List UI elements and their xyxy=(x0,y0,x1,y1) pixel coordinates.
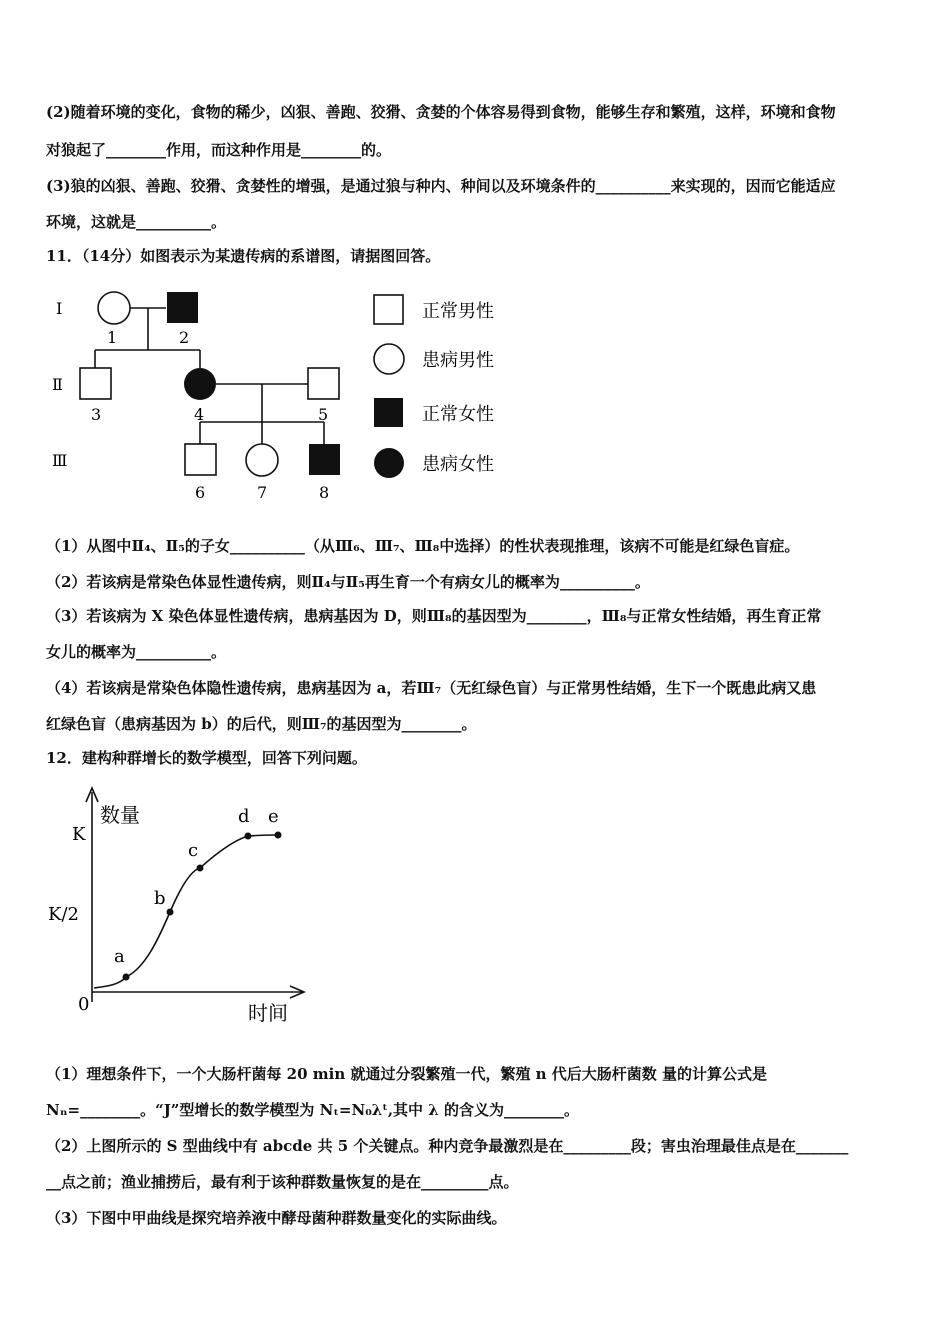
id-label-1: 1 xyxy=(107,328,118,347)
id-label-3: 3 xyxy=(91,405,102,424)
individual-8 xyxy=(309,444,340,475)
q12-title: 12．建构种群增长的数学模型，回答下列问题。 xyxy=(46,749,367,767)
q10-part3-line2: 环境，这就是__________。 xyxy=(46,213,227,231)
legend-affected-male: 患病男性 xyxy=(422,350,494,371)
q12-sub2-line1: （2）上图所示的 S 型曲线中有 abcde 共 5 个关键点。种内竞争最激烈是在_________段；害虫治理最佳点是在_______ xyxy=(46,1137,849,1155)
pedigree-chart xyxy=(40,280,520,505)
legend-normal-female-symbol xyxy=(374,398,403,427)
k-label: K xyxy=(72,824,86,845)
individual-3 xyxy=(80,368,111,399)
s-curve-chart xyxy=(40,780,320,1030)
individual-5 xyxy=(308,368,339,399)
q11-sub2: （2）若该病是常染色体显性遗传病，则Ⅱ₄与Ⅱ₅再生育一个有病女儿的概率为__________。 xyxy=(46,573,650,591)
id-label-7: 7 xyxy=(257,483,268,502)
id-label-4: 4 xyxy=(194,405,205,424)
individual-4 xyxy=(184,368,216,400)
legend-normal-male-symbol xyxy=(374,295,403,324)
legend-affected-female: 患病女性 xyxy=(422,454,494,475)
point-b xyxy=(167,909,174,916)
y-axis-label: 数量 xyxy=(100,803,140,827)
x-axis-label: 时间 xyxy=(248,1001,288,1025)
q11-sub3-line1: （3）若该病为 X 染色体显性遗传病，患病基因为 D，则Ⅲ₈的基因型为________，Ⅲ₈与正常女性结婚，再生育正常 xyxy=(46,607,822,625)
q10-part3-line1: (3)狼的凶狠、善跑、狡猾、贪婪性的增强，是通过狼与种内、种间以及环境条件的__________来实现的，因而它能适应 xyxy=(46,177,836,195)
q12-sub3: （3）下图中甲曲线是探究培养液中酵母菌种群数量变化的实际曲线。 xyxy=(46,1209,507,1227)
q11-title: 11．（14分）如图表示为某遗传病的系谱图，请据图回答。 xyxy=(46,247,441,265)
q12-sub1-line1: （1）理想条件下，一个大肠杆菌每 20 min 就通过分裂繁殖一代，繁殖 n 代后大肠杆菌数 量的计算公式是 xyxy=(46,1065,768,1083)
legend-normal-female: 正常女性 xyxy=(422,404,494,425)
id-label-2: 2 xyxy=(179,328,190,347)
individual-7 xyxy=(246,444,278,476)
id-label-5: 5 xyxy=(318,405,329,424)
legend-affected-female-symbol xyxy=(374,448,404,478)
point-c xyxy=(197,865,204,872)
q11-sub4-line1: （4）若该病是常染色体隐性遗传病，患病基因为 a，若Ⅲ₇（无红绿色盲）与正常男性结婚，生下一个既患此病又患 xyxy=(46,679,817,697)
q11-sub1: （1）从图中Ⅱ₄、Ⅱ₅的子女__________（从Ⅲ₆、Ⅲ₇、Ⅲ₈中选择）的性状表现推理，该病不可能是红绿色盲症。 xyxy=(46,537,800,555)
gen-label-I: I xyxy=(56,299,63,318)
point-d-label: d xyxy=(238,806,250,827)
point-b-label: b xyxy=(154,888,166,909)
individual-6 xyxy=(185,444,216,475)
gen-label-II: Ⅱ xyxy=(52,375,63,394)
gen-label-III: Ⅲ xyxy=(52,451,68,470)
legend-normal-male: 正常男性 xyxy=(422,301,494,322)
individual-2 xyxy=(167,292,198,323)
legend-affected-male-symbol xyxy=(374,344,404,374)
k-half-label: K/2 xyxy=(48,904,79,925)
q10-part2-line2: 对狼起了________作用，而这种作用是________的。 xyxy=(46,141,392,159)
q12-sub2-line2: __点之前；渔业捕捞后，最有利于该种群数量恢复的是在_________点。 xyxy=(46,1173,519,1191)
q11-sub3-line2: 女儿的概率为__________。 xyxy=(46,643,227,661)
q11-sub4-line2: 红绿色盲（患病基因为 b）的后代，则Ⅲ₇的基因型为________。 xyxy=(46,715,477,733)
id-label-8: 8 xyxy=(319,483,330,502)
q10-part2-line1: (2)随着环境的变化，食物的稀少，凶狠、善跑、狡猾、贪婪的个体容易得到食物，能够生存和繁殖，这样，环境和食物 xyxy=(46,103,836,121)
point-a-label: a xyxy=(114,946,125,967)
id-label-6: 6 xyxy=(195,483,206,502)
point-e xyxy=(275,832,282,839)
point-a xyxy=(123,974,130,981)
point-d xyxy=(245,833,252,840)
q12-sub1-line2: Nₙ=________。“J”型增长的数学模型为 Nₜ=N₀λᵗ,其中 λ 的含义为________。 xyxy=(46,1101,580,1119)
point-c-label: c xyxy=(188,840,199,861)
individual-1 xyxy=(98,292,130,324)
origin-label: 0 xyxy=(78,994,90,1015)
point-e-label: e xyxy=(268,806,279,827)
